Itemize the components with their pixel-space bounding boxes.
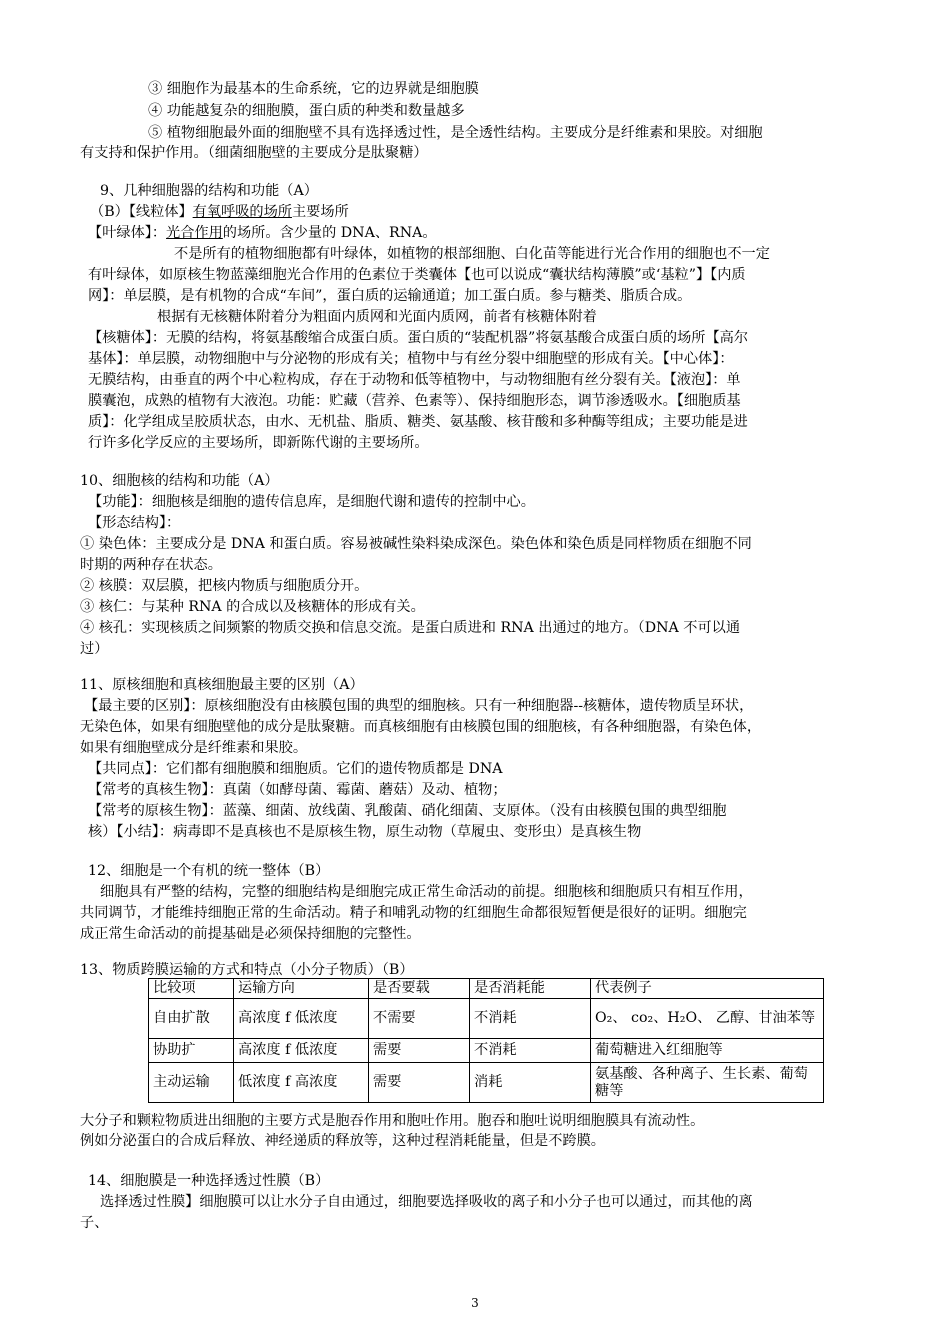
table-cell: 自由扩散	[149, 999, 234, 1039]
text-line: 核）【小结】：病毒即不是真核也不是原核生物，原生动物（草履虫、变形虫）是真核生物	[88, 824, 642, 840]
table-cell: 高浓度 f 低浓度	[234, 1039, 369, 1063]
section-heading: 13、物质跨膜运输的方式和特点（小分子物质）（B）	[80, 962, 414, 978]
table-header-cell: 是否要载	[369, 979, 470, 999]
text-run: 的场所。含少量的 DNA、RNA。	[222, 225, 437, 241]
text-line: 【形态结构】：	[88, 515, 181, 531]
text-line: 无膜结构，由垂直的两个中心粒构成，存在于动物和低等植物中，与动物细胞有丝分裂有关。【液泡】：单	[88, 372, 741, 388]
table-cell: 需要	[369, 1063, 470, 1103]
text-line: 网】：单层膜，是有机物的合成“车间”，蛋白质的运输通道；加工蛋白质。参与糖类、脂质合成。	[88, 288, 692, 304]
table-cell: 主动运输	[149, 1063, 234, 1103]
text-line: 【共同点】：它们都有细胞膜和细胞质。它们的遗传物质都是 DNA	[88, 761, 503, 777]
text-line: ⑤ 植物细胞最外面的细胞壁不具有选择透过性，是全透性结构。主要成分是纤维素和果胶。对细胞	[148, 125, 763, 141]
table-header-cell: 代表例子	[591, 979, 824, 999]
text-line: 过）	[80, 641, 109, 657]
text-line: 共同调节，才能维持细胞正常的生命活动。精子和哺乳动物的红细胞生命都很短暂便是很好的证明。细胞完	[80, 905, 747, 921]
table-header-row	[149, 979, 824, 999]
page-number: 3	[471, 1296, 479, 1310]
text-line: 无染色体，如果有细胞壁他的成分是肽聚糖。而真核细胞有由核膜包围的细胞核，有各种细胞器，有染色体，	[80, 719, 762, 735]
underlined-term: 有氧呼吸的场所	[192, 204, 292, 220]
table-cell: 氨基酸、各种离子、生长素、葡萄糖等	[591, 1063, 824, 1103]
table-cell: 低浓度 f 高浓度	[234, 1063, 369, 1103]
table-cell: 消耗	[470, 1063, 591, 1103]
text-line: 【常考的真核生物】：真菌（如酵母菌、霉菌、蘑菇）及动、植物；	[88, 782, 507, 798]
text-line: 【最主要的区别】：原核细胞没有由核膜包围的典型的细胞核。只有一种细胞器--核糖体，遗传物质呈环状，	[84, 698, 754, 714]
table-cell: 需要	[369, 1039, 470, 1063]
table-cell: 协助扩	[149, 1039, 234, 1063]
section-heading: 12、细胞是一个有机的统一整体（B）	[88, 863, 330, 879]
text-line: 质】：化学组成呈胶质状态，由水、无机盐、脂质、糖类、氨基酸、核苷酸和多种酶等组成；主要功能是进	[88, 414, 748, 430]
underlined-term: 光合作用	[166, 225, 223, 241]
table-cell: 高浓度 f 低浓度	[234, 999, 369, 1039]
table-row	[149, 999, 824, 1039]
text-run: 主要场所	[291, 204, 349, 220]
text-line: 行许多化学反应的主要场所，即新陈代谢的主要场所。	[88, 435, 429, 451]
text-line: 大分子和颗粒物质进出细胞的主要方式是胞吞作用和胞吐作用。胞吞和胞吐说明细胞膜具有流动性。	[80, 1113, 705, 1129]
text-line: ④ 核孔：实现核质之间频繁的物质交换和信息交流。是蛋白质进和 RNA 出通过的地方。（DNA 不可以通	[80, 620, 741, 636]
text-line: 【核糖体】：无膜的结构，将氨基酸缩合成蛋白质。蛋白质的“装配机器”将氨基酸合成蛋白质的场所【高尔	[88, 330, 749, 346]
text-line: 不是所有的植物细胞都有叶绿体，如植物的根部细胞、白化苗等能进行光合作用的细胞也不一定	[174, 246, 770, 262]
text-line: 细胞具有严整的结构，完整的细胞结构是细胞完成正常生命活动的前提。细胞核和细胞质只有相互作用，	[100, 884, 753, 900]
text-line	[90, 203, 890, 222]
text-line: ① 染色体：主要成分是 DNA 和蛋白质。容易被碱性染料染成深色。染色体和染色质是同样物质在细胞不同	[80, 536, 752, 552]
text-line: 有支持和保护作用。（细菌细胞壁的主要成分是肽聚糖）	[80, 145, 428, 161]
text-line: 时期的两种存在状态。	[80, 557, 222, 573]
text-line: ③ 细胞作为最基本的生命系统，它的边界就是细胞膜	[148, 81, 479, 97]
text-line: 例如分泌蛋白的合成后释放、神经递质的释放等，这种过程消耗能量，但是不跨膜。	[80, 1133, 605, 1149]
table-cell: 不消耗	[470, 1039, 591, 1063]
text-run: 【叶绿体】：	[88, 225, 167, 241]
text-line: ③ 核仁：与某种 RNA 的合成以及核糖体的形成有关。	[80, 599, 425, 615]
text-line: 根据有无核糖体附着分为粗面内质网和光面内质网，前者有核糖体附着	[157, 309, 597, 325]
text-line: ④ 功能越复杂的细胞膜，蛋白质的种类和数量越多	[148, 103, 465, 119]
text-line: 【常考的原核生物】：蓝藻、细菌、放线菌、乳酸菌、硝化细菌、支原体。（没有由核膜包围的典型细胞	[88, 803, 727, 819]
text-run: （B）【线粒体】	[90, 204, 193, 220]
table-cell: O₂、 co₂、H₂O、 乙醇、甘油苯等	[591, 999, 824, 1039]
table-cell: 不需要	[369, 999, 470, 1039]
text-line: 基体】：单层膜，动物细胞中与分泌物的形成有关；植物中与有丝分裂中细胞壁的形成有关。【中心体】：	[88, 351, 734, 367]
table-header-cell: 比较项	[149, 979, 234, 999]
section-heading: 10、细胞核的结构和功能（A）	[80, 473, 279, 489]
table-row	[149, 1063, 824, 1103]
text-line: 【功能】：细胞核是细胞的遗传信息库，是细胞代谢和遗传的控制中心。	[88, 494, 535, 510]
table-cell: 不消耗	[470, 999, 591, 1039]
text-line: 子、	[80, 1215, 109, 1231]
section-heading: 9、几种细胞器的结构和功能（A）	[100, 183, 318, 199]
table-row	[149, 1039, 824, 1063]
transport-table	[148, 978, 824, 1103]
text-line: 如果有细胞壁成分是纤维素和果胶。	[80, 740, 308, 756]
text-line: ② 核膜：双层膜，把核内物质与细胞质分开。	[80, 578, 369, 594]
text-line: 膜囊泡，成熟的植物有大液泡。功能：贮藏（营养、色素等）、保持细胞形态，调节渗透吸水。【细胞质基	[88, 393, 741, 409]
table-header-cell: 是否消耗能	[470, 979, 591, 999]
section-heading: 11、原核细胞和真核细胞最主要的区别（A）	[80, 677, 364, 693]
text-line: 选择透过性膜】细胞膜可以让水分子自由通过，细胞要选择吸收的离子和小分子也可以通过，而其他的离	[100, 1194, 753, 1210]
section-heading: 14、细胞膜是一种选择透过性膜（B）	[88, 1173, 330, 1189]
table-header-cell: 运输方向	[234, 979, 369, 999]
text-line: 成正常生命活动的前提基础是必须保持细胞的完整性。	[80, 926, 421, 942]
text-line	[88, 224, 890, 243]
text-line: 有叶绿体，如原核生物蓝藻细胞光合作用的色素位于类囊体【也可以说成“囊状结构薄膜”或‘基粒”】【内质	[88, 267, 746, 283]
table-cell: 葡萄糖进入红细胞等	[591, 1039, 824, 1063]
